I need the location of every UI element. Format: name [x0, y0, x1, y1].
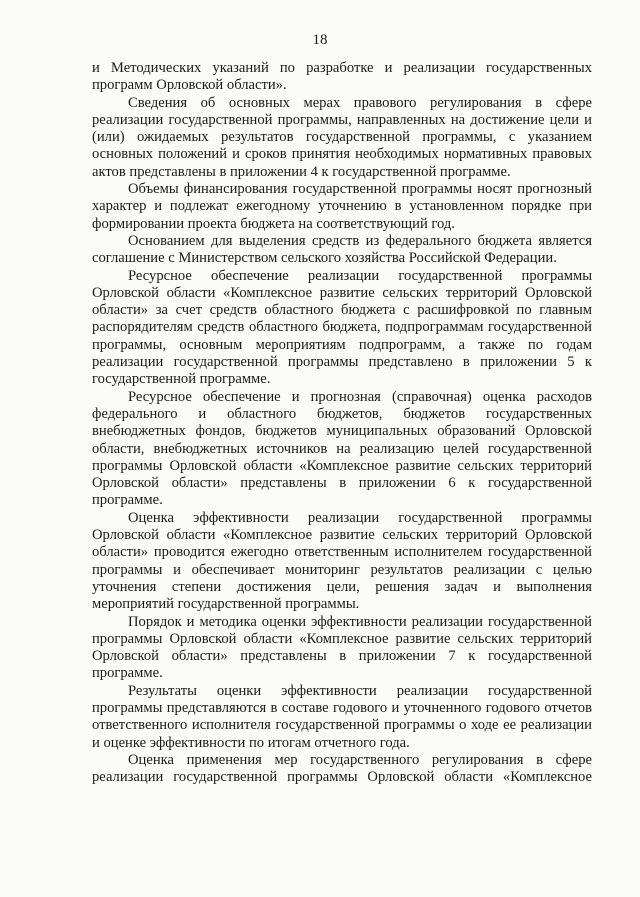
- paragraph-5: Ресурсное обеспечение реализации государственной программы Орловской области «Комплексное развитие сельских территорий Орловской области» за счет средств областного бюджета с расшифровкой по главным распорядителям средств областного бюджета, подпрограммам государственной программы, основным мероприятиям подпрограмм, а также по годам реализации государственной программы представлено в приложении 5 к государственной программе.: [92, 267, 592, 388]
- page-number: 18: [312, 32, 328, 48]
- paragraph-9: Результаты оценки эффективности реализации государственной программы представляются в составе годового и уточненного годового отчетов ответственного исполнителя государственной программы о ходе ее реализации и оценке эффективности по итогам отчетного года.: [92, 682, 592, 751]
- paragraph-3: Объемы финансирования государственной программы носят прогнозный характер и подлежат ежегодному уточнению в установленном порядке при формировании проекта бюджета на соответствующий год.: [92, 181, 592, 232]
- paragraph-6: Ресурсное обеспечение и прогнозная (справочная) оценка расходов федерального и областного бюджетов, бюджетов государственных внебюджетных фондов, бюджетов муниципальных образований Орловской области, внебюджетных источников на реализацию целей государственной программы Орловской области «Комплексное развитие сельских территорий Орловской области» представлены в приложении 6 к государственной программе.: [92, 388, 592, 509]
- body-text: [92, 60, 592, 786]
- paragraph-2: Сведения об основных мерах правового регулирования в сфере реализации государственной программы, направленных на достижение цели и (или) ожидаемых результатов государственной программы, с указанием основных положений и сроков принятия необходимых нормативных правовых актов представлены в приложении 4 к государственной программе.: [92, 94, 592, 180]
- paragraph-1: и Методических указаний по разработке и реализации государственных программ Орловской области».: [92, 60, 592, 94]
- paragraph-10: Оценка применения мер государственного регулирования в сфере реализации государственной программы Орловской области «Комплексное: [92, 751, 592, 786]
- paragraph-8: Порядок и методика оценки эффективности реализации государственной программы Орловской области «Комплексное развитие сельских территорий Орловской области» представлены в приложении 7 к государственной программе.: [92, 613, 592, 682]
- paragraph-7: Оценка эффективности реализации государственной программы Орловской области «Комплексное развитие сельских территорий Орловской области» проводится ежегодно ответственным исполнителем государственной программы и обеспечивает мониторинг результатов реализации с целью уточнения степени достижения цели, решения задач и выполнения мероприятий государственной программы.: [92, 509, 592, 613]
- paragraph-4: Основанием для выделения средств из федерального бюджета является соглашение с Министерством сельского хозяйства Российской Федерации.: [92, 232, 592, 267]
